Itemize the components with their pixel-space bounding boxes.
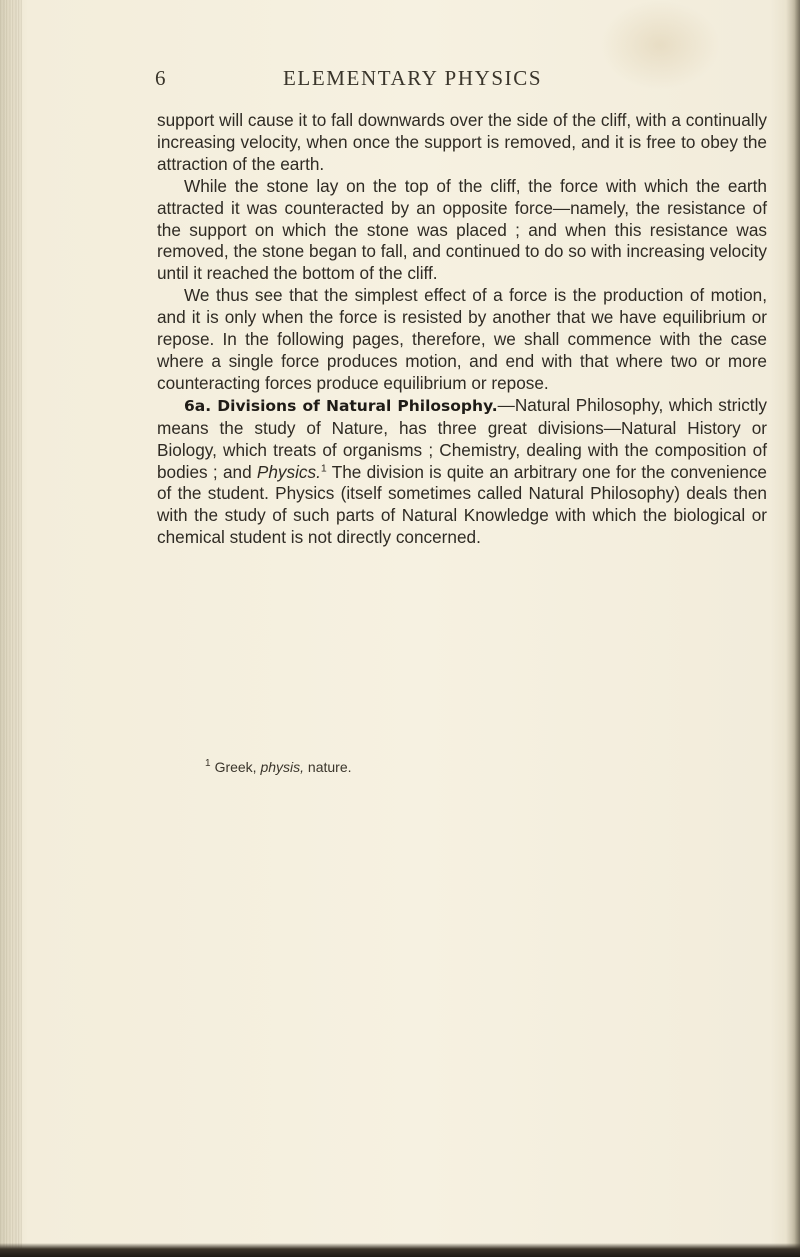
footnote-reference[interactable]: 1: [320, 461, 327, 474]
body-text: [157, 110, 767, 549]
running-title: ELEMENTARY PHYSICS: [283, 66, 543, 90]
footnote-number: 1: [205, 758, 211, 770]
paragraph-stone-on-cliff: While the stone lay on the top of the cliff, the force with which the earth attracted it was counteracted by an opposite force—namely, the resistance of the support on which the stone was placed ; and when this resistance was removed, the stone began to fall, and continued to do so with increasing velocity until it reached the bottom of the cliff.: [157, 175, 767, 284]
footnote-text-part-1: Greek,: [214, 759, 261, 775]
term-physics: Physics.: [256, 461, 321, 482]
page-edge-shadow: [786, 0, 800, 1257]
page-bottom-edge: [0, 1243, 800, 1257]
paragraph-continued: support will cause it to fall downwards over the side of the cliff, with a continually increasing velocity, when once the support is removed, and it is free to obey the attraction of the earth.: [157, 110, 767, 174]
divisions-text-part-2: The division is quite an arbitrary one for the convenience of the student. Physics (itself sometimes called Natural Philosophy) deals then with the study of such parts of Natural Knowledge with which the biological or chemical student is not directly concerned.: [157, 461, 767, 548]
footnote-term: physis,: [260, 759, 305, 775]
paragraph-effect-of-force: We thus see that the simplest effect of a force is the production of motion, and it is only when the force is resisted by another that we have equilibrium or repose. In the following pages, therefore, we shall commence with the case where a single force produces motion, and end with that where two or more counteracting forces produce equilibrium or repose.: [157, 285, 767, 393]
paragraph-divisions: [157, 395, 767, 549]
paper-stain: [600, 0, 720, 90]
divisions-text-part-1: —Natural Philosophy, which strictly means the study of Nature, has three great divisions—Natural History or Biology, which treats of organisms ; Chemistry, dealing with the composition of bodies ; and: [157, 394, 767, 482]
section-heading: 6a. Divisions of Natural Philosophy.: [184, 396, 498, 415]
page-binding-shadow: [0, 0, 22, 1257]
footnote-text-part-2: nature.: [304, 759, 352, 775]
footnote: [205, 759, 352, 775]
page-number: 6: [155, 66, 167, 90]
page-header: [155, 66, 595, 100]
